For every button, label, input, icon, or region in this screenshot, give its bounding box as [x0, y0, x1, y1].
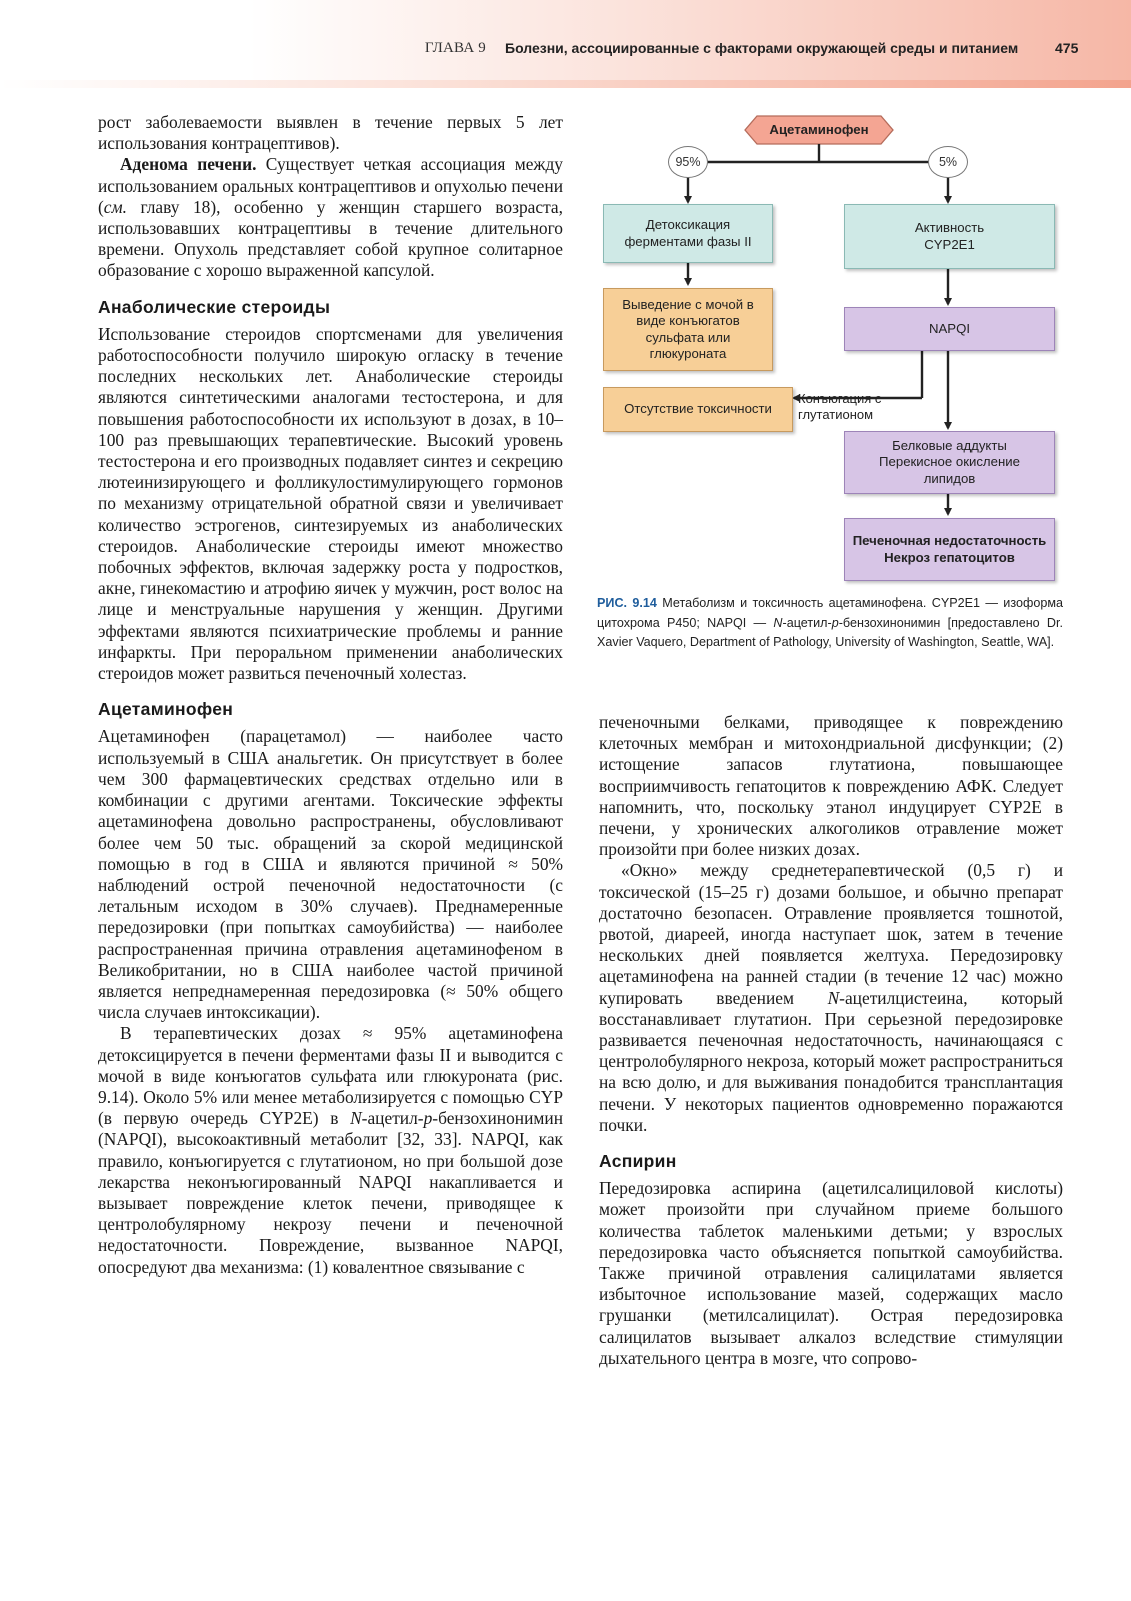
- text-run: -ацетил-: [782, 615, 832, 630]
- text-run: см.: [103, 196, 127, 217]
- percent-95-badge: 95%: [668, 146, 708, 178]
- percent-5-badge: 5%: [928, 146, 968, 178]
- napqi-box: NAPQI: [844, 307, 1055, 351]
- detoxification-box: Детоксикация ферментами фазы II: [603, 204, 773, 263]
- header-rule: [0, 80, 1131, 88]
- text-run: Метаболизм и токсичность ацетаминофена. CYP2E1 — изоформа цитохрома P450; NAPQI —: [597, 596, 1063, 630]
- no-toxicity-box: Отсутствие токсичности: [603, 387, 793, 432]
- run-in-heading: Аденома печени.: [120, 154, 257, 175]
- glutathione-conjugation-label: Конъюгация с глутатионом: [798, 391, 882, 422]
- liver-failure-box: [844, 518, 1055, 581]
- paragraph: Ацетаминофен (парацетамол) — наиболее часто используемый в США анальгетик. Он присутствует в более чем 300 фармацевтических средствах отдельно или в комбинации с другими агентами. Токсические эффекты ацетаминофена довольно распространены, обусловливают более чем 50 тыс. обращений за скорой медицинской помощью в год в США и являются причиной ≈ 50% наблюдений острой печеночной недостаточности (с летальным исходом в 30% случаев). Преднамеренные передозировки (при попытках самоубийства) — наиболее распространенная причина отравления ацетаминофеном в Великобритании, но в США наиболее частой причиной является непреднамеренная передозировка (≈ 50% общего числа случаев интоксикации).: [98, 726, 563, 1023]
- text-run: Существует четкая ассоциация между использованием оральных контрацептивов и опухолью печени (: [98, 154, 564, 217]
- liver-failure-line-1: Печеночная недостаточность: [852, 533, 1047, 548]
- chapter-title: Болезни, ассоциированные с факторами окружающей среды и питанием: [505, 40, 1019, 56]
- paragraph: Использование стероидов спортсменами для увеличения работоспособности получило широкую огласку в течение последних нескольких лет. Анаболические стероиды являются синтетическими аналогами тестостерона, и для повышения работоспособности их используют в дозах, в 10–100 раз превышающих терапевтические. Высокий уровень тестостерона и его производных подавляет синтез и секрецию лютеинизирующего и фолликулостимулирующего гормонов по механизму отрицательной обратной связи и увеличивает количество эстрогенов, синтезируемых из анаболических стероидов. Анаболические стероиды имеют множество побочных эффектов, включая задержку роста у подростков, акне, гинекомастию и атрофию яичек у мужчин, рост волос на лице и менструальные нарушения у женщин. Другими эффектами являются психиатрические проблемы и ранние инфаркты. При пероральном применении анаболических стероидов может развиться печеночный холестаз.: [98, 323, 563, 684]
- protein-adducts-box: Белковые аддукты Перекисное окисление липидов: [844, 431, 1055, 494]
- right-column: [599, 712, 1063, 1369]
- text-run: -бензохинонимин [предоставлено Dr. Xavier Vaquero, Department of Pathology, University of Washington, Seattle, WA].: [597, 615, 1063, 649]
- running-head: [0, 36, 1131, 60]
- section-heading-acetaminophen: Ацетаминофен: [98, 699, 234, 720]
- liver-failure-line-2: Некроз гепатоцитов: [884, 549, 1015, 565]
- text-run: главу 18), особенно у женщин старшего возраста, использовавших контрацептивы в течение длительного времени. Опухоль представляет собой крупное солитарное образование с хорошо выраженной капсулой.: [98, 196, 563, 281]
- paragraph-liver-adenoma: [98, 154, 563, 281]
- section-heading-anabolic-steroids: Анаболические стероиды: [98, 296, 331, 317]
- text-run: «Окно» между среднетерапевтической (0,5 г) и токсической (15–25 г) дозами большое, и обычно препарат достаточно безопасен. Отравление проявляется тошнотой, рвотой, диареей, иногда наступает шок, затем в течение нескольких дней появляется желтуха. Передозировку ацетаминофена на ранней стадии (в течение 12 час) можно купировать введением: [599, 860, 1063, 1008]
- text-run: -ацетилцистеина, который восстанавливает глутатион. При серьезной передозировке развивается печеночная недостаточность, начинающаяся с центролобулярного некроза, который может распространиться на всю долю, и для выживания понадобится трансплантация печени. У некоторых пациентов одновременно поражаются почки.: [599, 987, 1063, 1135]
- figure-9-14: [590, 108, 1070, 608]
- paragraph: [599, 860, 1063, 1136]
- left-column: [98, 112, 563, 1278]
- acetaminophen-node: Ацетаминофен: [769, 121, 869, 137]
- text-run: N: [827, 987, 840, 1008]
- figure-label: РИС. 9.14: [597, 596, 657, 610]
- figure-caption: [597, 594, 1063, 653]
- section-heading-aspirin: Аспирин: [599, 1151, 677, 1172]
- paragraph: [98, 1023, 563, 1277]
- paragraph: рост заболеваемости выявлен в течение первых 5 лет использования контрацептивов).: [98, 112, 563, 154]
- page-number: 475: [1055, 40, 1079, 56]
- paragraph: Передозировка аспирина (ацетилсалициловой кислоты) может произойти при случайном приеме большого количества таблеток маленькими детьми; у взрослых передозировка часто объясняется попыткой самоубийства. Также причиной отравления салицилатами является избыточное использование мазей, содержащих масло грушанки (метилсалицилат). Острая передозировка салицилатов вызывает алкалоз вследствие стимуляции дыхательного центра в мозге, что сопрово-: [599, 1178, 1063, 1368]
- text-run: -ацетил-: [361, 1108, 424, 1129]
- text-run: p: [423, 1108, 433, 1129]
- text-run: N: [350, 1108, 362, 1129]
- text-run: p: [831, 615, 839, 630]
- text-run: -бензохинонимин (NAPQI), высокоактивный метаболит [32, 33]. NAPQI, как правило, конъюгируется с глутатионом, но при большой дозе лекарства неконъюгированный NAPQI накапливается и вызывает повреждение клеток печени, приводящее к центролобулярному некрозу печени и печеночной недостаточности. Повреждение, вызванное NAPQI, опосредуют два механизма: (1) ковалентное связывание с: [98, 1108, 563, 1277]
- urinary-excretion-box: Выведение с мочой в виде конъюгатов сульфата или глюкуроната: [603, 288, 773, 371]
- paragraph: печеночными белками, приводящее к повреждению клеточных мембран и митохондриальной дисфункции; (2) истощение запасов глутатиона, повышающее восприимчивость гепатоцитов к повреждению АФК. Следует напомнить, что, поскольку этанол индуцирует CYP2E в печени, у хронических алкоголиков отравление может произойти при более низких дозах.: [599, 712, 1063, 860]
- chapter-label: ГЛАВА 9: [424, 40, 486, 56]
- text-run: В терапевтических дозах ≈ 95% ацетаминофена детоксицируется в печени ферментами фазы II и выводится с мочой в виде конъюгатов сульфата или глюкуроната (рис. 9.14). Около 5% или менее метаболизируется с помощью CYP (в первую очередь CYP2E) в: [98, 1023, 563, 1129]
- text-run: N: [773, 615, 783, 630]
- cyp2e1-activity-box: Активность CYP2E1: [844, 204, 1055, 269]
